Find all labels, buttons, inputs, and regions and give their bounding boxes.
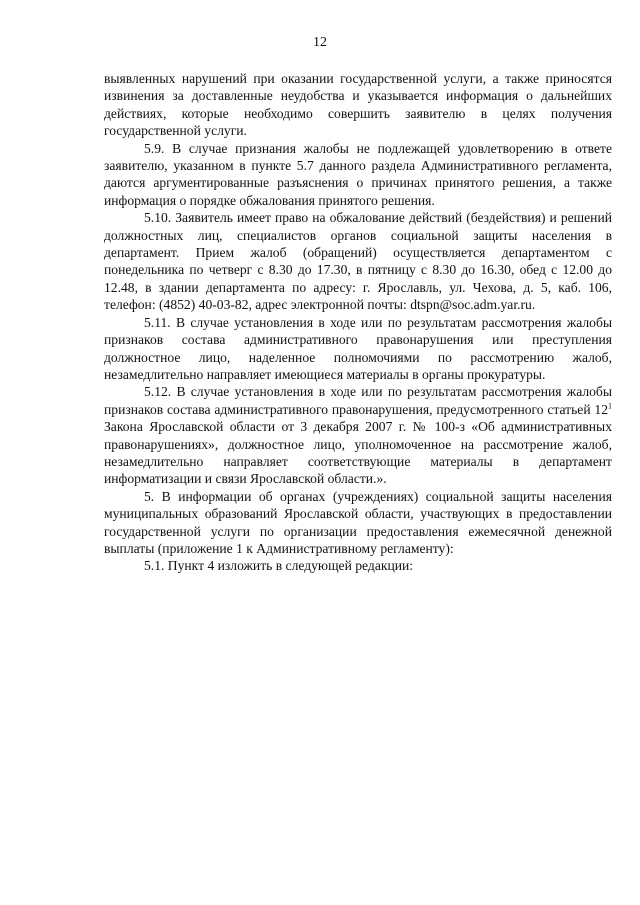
- document-body: [104, 70, 612, 575]
- paragraph-5-12-part-1: 5.12. В случае установления в ходе или по результатам рассмотрения жалобы признаков состава административного правонарушения, предусмотренного статьей 12: [104, 384, 612, 417]
- page-number: 12: [313, 35, 327, 50]
- paragraph-5-9: 5.9. В случае признания жалобы не подлежащей удовлетворению в ответе заявителю, указанном в пункте 5.7 данного раздела Административного регламента, даются аргументированные разъяснения о причинах принятого решения, а также информация о порядке обжалования принятого решения.: [104, 140, 612, 208]
- paragraph-complaint-outcome: выявленных нарушений при оказании государственной услуги, а также приносятся извинения за доставленные неудобства и указывается информация о дальнейших действиях, которые необходимо совершить заявителю в целях получения государственной услуги.: [104, 71, 612, 139]
- paragraph-5-11: 5.11. В случае установления в ходе или по результатам рассмотрения жалобы признаков состава административного правонарушения или преступления должностное лицо, наделенное полномочиями по рассмотрению жалоб, незамедлительно направляет имеющиеся материалы в органы прокуратуры.: [104, 314, 612, 382]
- paragraph-5-12: [104, 383, 612, 487]
- paragraph-item-5: 5. В информации об органах (учреждениях) социальной защиты населения муниципальных образований Ярославской области, участвующих в предоставлении государственной услуги по организации предоставления ежемесячной денежной выплаты (приложение 1 к Административному регламенту):: [104, 488, 612, 556]
- paragraph-5-10: 5.10. Заявитель имеет право на обжалование действий (бездействия) и решений должностных лиц, специалистов органов социальной защиты населения в департамент. Прием жалоб (обращений) осуществляется департаментом с понедельника по четверг с 8.30 до 17.30, в пятницу с 8.30 до 16.30, обед с 12.00 до 12.48, в здании департамента по адресу: г. Ярославль, ул. Чехова, д. 5, каб. 106, телефон: (4852) 40-03-82, адрес электронной почты: dtspn@soc.adm.yar.ru.: [104, 210, 612, 313]
- paragraph-5-1: 5.1. Пункт 4 изложить в следующей редакции:: [144, 558, 414, 574]
- article-superscript: 1: [608, 401, 612, 411]
- paragraph-5-12-part-2: Закона Ярославской области от 3 декабря 2007 г. № 100-з «Об административных правонарушениях», должностное лицо, уполномоченное на рассмотрение жалоб, незамедлительно направляет соответствующие материалы в департамент информатизации и связи Ярославской области.».: [104, 419, 612, 487]
